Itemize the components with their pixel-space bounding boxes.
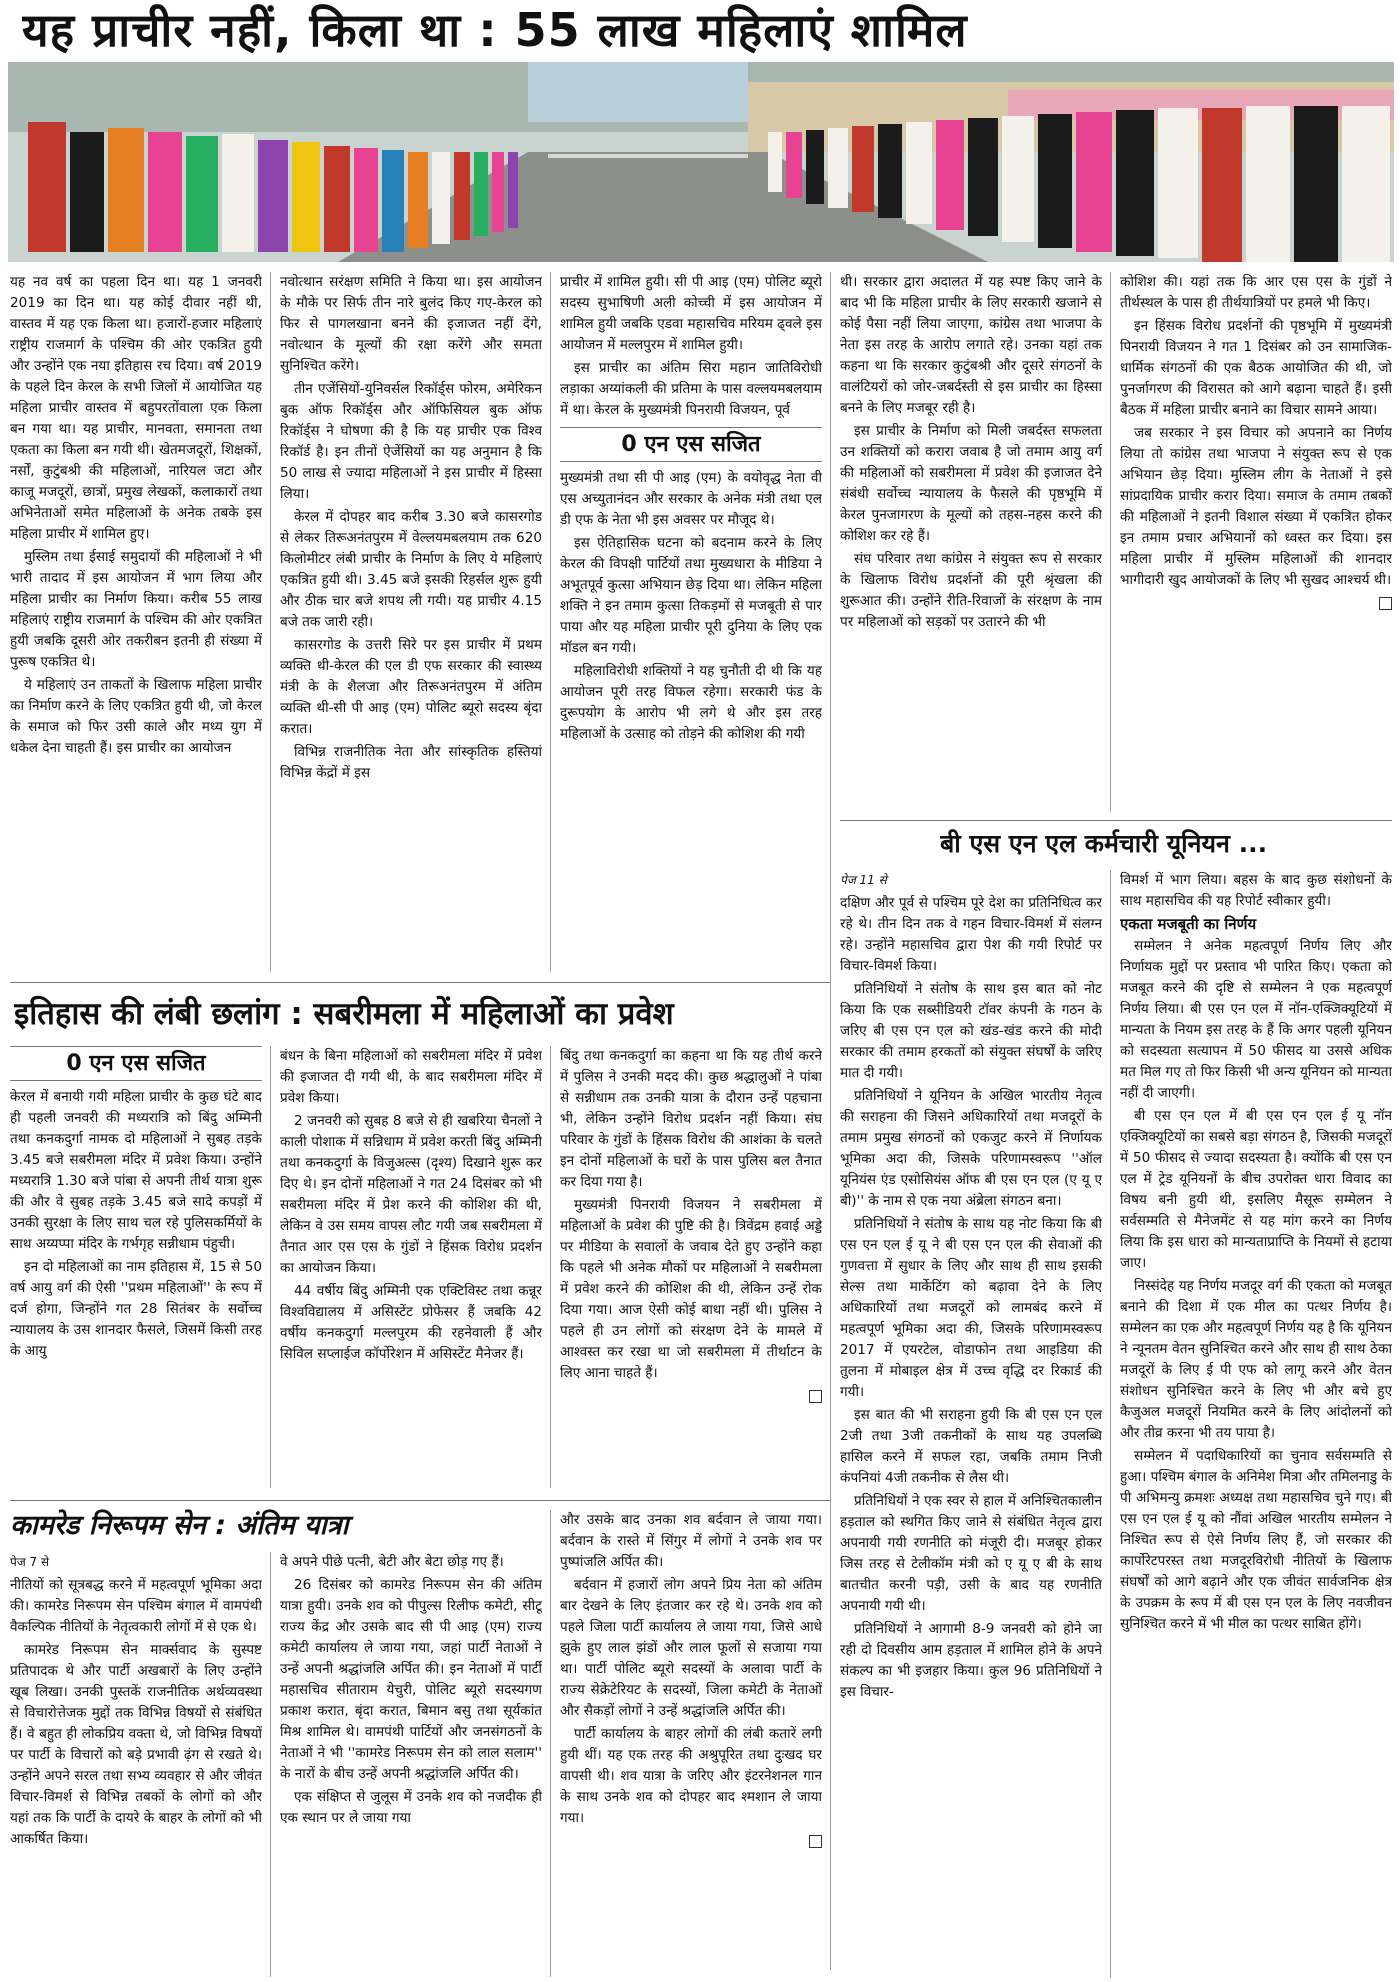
story2-para-4: 2 जनवरी को सुबह 8 बजे से ही खबरिया चैनलों ने काली पोशाक में सन्निधाम में प्रवेश करती बिंदु अम्मिनी तथा कनकदुर्गा के विजुअल्स (दृश्य) दिखाने शुरू कर दिए थे। इन दोनों महिलाओं ने गत 24 दिसंबर को भी सबरीमला मंदिर में प्रेश करने की कोशिश की थी, लेकिन वे उस समय वापस लौट गयी जब सबरीमला में तैनात आर एस एस के गुंडों ने हिंसक विरोध प्रदर्शन का आयोजन किया। <box>280 1113 542 1276</box>
story1-para-19: जब सरकार ने इस विचार को अपनाने का निर्णय लिया तो कांग्रेस तथा भाजपा ने संयुक्त रूप से एक अभियान छेड़ दिया। मुस्लिम लीग के नेताओं ने इसे सांप्रदायिक प्राचीर करार दिया। समाज के तमाम तबकों की महिलाओं ने इतनी विशाल संख्या में एकत्रित होकर इन तमाम प्रचार अभियानों को ध्वस्त कर दिया। इस महिला प्राचीर में मुस्लिम महिलाओं की शानदार भागीदारी खुद आयोजकों के लिए भी सुखद आश्चर्य थी। <box>1120 425 1392 588</box>
story4-para-9: सम्मेलन ने अनेक महत्वपूर्ण निर्णय लिए और निर्णायक मुद्दों पर प्रस्ताव भी पारित किए। एकता को मजबूत करने की दृष्टि से सम्मेलन ने एक महत्वपूर्ण निर्णय लिया। बी एस एन एल में नॉन-एक्जिक्यूटियों में मान्यता के नियम इस तरह के हैं कि अगर पहली यूनियन को सदस्यता सत्यापन में 50 फीसद या उससे अधिक मत मिल गए तो फिर किसी भी अन्य यूनियन को मान्यता नहीं दी जाएगी। <box>1120 938 1392 1101</box>
story1-para-11: मुख्यमंत्री तथा सी पी आइ (एम) के वयोवृद्ध नेता वी एस अच्युतानंदन और सरकार के अनेक मंत्री तथा एल डी एफ के नेता भी इस अवसर पर मौजूद थे। <box>560 470 822 528</box>
story3-para-3: वे अपने पीछे पत्नी, बेटी और बेटा छोड़ गए हैं। <box>280 1554 504 1570</box>
story1-para-16: संघ परिवार तथा कांग्रेस ने संयुक्त रूप से सरकार के खिलाफ विरोध प्रदर्शनों की पूरी श्रृंखला की शुरूआत की। उन्होंने रीति-रिवाजों के संरक्षण के नाम पर महिलाओं को सड़कों पर उतारने की भी <box>840 551 1102 630</box>
story-end-marker <box>809 1835 822 1848</box>
story1-column-3 <box>560 272 822 972</box>
story3-continued: पेज 7 से <box>10 1555 50 1569</box>
story4-subheading: एकता मजबूती का निर्णय <box>1120 915 1257 933</box>
story1-para-10: इस प्राचीर का अंतिम सिरा महान जातिविरोधी लड़ाका अय्यांकली की प्रतिमा के पास वल्लयमबलयाम में था। केरल के मुख्यमंत्री पिनरायी विजयन, पूर्व <box>560 360 822 418</box>
story4-para-4: प्रतिनिधियों ने संतोष के साथ यह नोट किया कि बी एस एन एल ई यू ने बी एस एन एल की सेवाओं की गुणवत्ता में सुधार के लिए और साथ ही साथ इसकी सेल्स तथा मार्केटिंग को बढ़ावा देने के लिए अधिकारियों तथा मजदूरों को लामबंद करने में महत्वपूर्ण भूमिका अदा की, जिसके परिणामस्वरूप 2017 में एयरटेल, वोडाफोन तथा आइडिया की तुलना में मोबाइल क्षेत्र में उच्च वृद्धि दर रिकार्ड की गयी। <box>840 1216 1102 1400</box>
story3-para-4: 26 दिसंबर को कामरेड निरूपम सेन की अंतिम यात्रा हुयी। उनके शव को पीपुल्स रिलीफ कमेटी, सीटू राज्य केंद्र और उसके बाद सी पी आइ (एम) राज्य कमेटी कार्यालय ले जाया गया, जहां पार्टी नेताओं ने उन्हें अपनी श्रद्धांजलि अर्पित की। इन नेताओं में पार्टी महासचिव सीताराम येचुरी, पोलिट ब्यूरो सदस्यगण प्रकाश करात, बृंदा करात, बिमान बसु तथा सूर्यकांत मिश्र शामिल थे। वामपंथी पार्टियों और जनसंगठनों के नेताओं ने भी ''कामरेड निरूपम सेन को लाल सलाम'' के नारों के बीच उन्हें अपनी श्रद्धांजलि अर्पित की। <box>280 1577 542 1782</box>
story1-para-5: तीन एजेंसियों-युनिवर्सल रिकॉर्ड्स फोरम, अमेरिकन बुक ऑफ रिकॉर्ड्स और ऑफिसियल बुक ऑफ रिकॉर्ड्स ने घोषणा की है कि यह प्राचीर एक विश्व रिकॉर्ड है। इन तीनों ऐजेंसियों का यह अनुमान है कि 50 लाख से ज्यादा महिलाओं ने इस प्राचीर में हिस्सा लिया। <box>280 381 542 502</box>
story3-para-6: और उसके बाद उनका शव बर्दवान ले जाया गया। बर्दवान के रास्ते में सिंगुर में लोगों ने उनके शव पर पुष्पांजलि अर्पित की। <box>560 1512 822 1570</box>
women-wall-photo-illustration <box>8 62 1394 262</box>
story1-para-2: मुस्लिम तथा ईसाई समुदायों की महिलाओं ने भी भारी तादाद में इस आयोजन में भाग लिया और महिला प्राचीर का निर्माण किया। करीब 55 लाख महिलाएं राष्ट्रीय राजमार्ग के पश्चिम की ओर एकत्रित हुयी जबकि दूसरी ओर तकरीबन इतनी ही संख्या में पुरूष एकत्रित थे। <box>10 549 262 670</box>
story3-column-2 <box>280 1552 542 1977</box>
story2-para-1: केरल में बनायी गयी महिला प्राचीर के कुछ घंटे बाद ही पहली जनवरी की मध्यरात्रि को बिंदु अम्मिनी तथा कनकदुर्गा नामक दो महिलाओं ने सुबह तड़के 3.45 बजे सबरीमला मंदिर में प्रवेश किया। उन्होंने मध्यरात्रि 1.30 बजे पांबा से अपनी तीर्थ यात्रा शुरू की और वे सुबह तड़के 3.45 बजे सादे कपड़ों में उनकी सुरक्षा के लिए साथ चल रहे पुलिसकर्मियों के साथ अय्यप्पा मंदिर के गर्भगृह सन्नीधाम पंहुची। <box>10 1089 262 1252</box>
story1-byline: 0 एन एस सजित <box>621 432 761 457</box>
story2-column-1 <box>10 1046 262 1488</box>
story1-para-9: प्राचीर में शामिल हुयी। सी पी आइ (एम) पोलिट ब्यूरो सदस्य सुभाषिणी अली कोच्ची में इस आयोजन में शामिल हुयी जबकि एडवा महासचिव मरियम ढ्वले इस आयोजन में मल्लपुरम में शामिल हुयी। <box>560 274 822 353</box>
story4-para-2: प्रतिनिधियों ने संतोष के साथ इस बात को नोट किया कि एक सब्सीडियरी टॉवर कंपनी के गठन के जरिए बी एस एन एल को खंड-खंड करने की मोदी सरकार की तमाम हरकतों को संयुक्त संघर्षों के जरिए मात दी गयी। <box>840 981 1102 1081</box>
story-end-marker <box>1379 597 1392 610</box>
story4-para-5: इस बात की भी सराहना हुयी कि बी एस एन एल 2जी तथा 3जी तकनीकों के साथ यह उपलब्धि हासिल करने में सफल रहा, जबकि तमाम निजी कंपनियां 4जी तकनीक से लैस थी। <box>840 1407 1102 1486</box>
story1-para-8: विभिन्न राजनीतिक नेता और सांस्कृतिक हस्तियां विभिन्न केंद्रों में इस <box>280 744 542 781</box>
story1-para-18: इन हिंसक विरोध प्रदर्शनों की पृष्ठभूमि में मुख्यमंत्री पिनरायी विजयन ने गत 1 दिसंबर को उन सामाजिक-धार्मिक संगठनों की एक बैठक आयोजित की थी, जो पुनर्जागरण की विरासत को आगे बढ़ाना चाहते हैं। इसी बैठक में महिला प्राचीर बनाने का विचार सामने आया। <box>1120 318 1392 418</box>
story1-column-2 <box>280 272 542 972</box>
story4-continued: पेज 11 से <box>840 873 887 887</box>
headline-women-wall: यह प्राचीर नहीं, किला था : 55 लाख महिलाएं शामिल <box>22 3 968 57</box>
story4-para-12: सम्मेलन में पदाधिकारियों का चुनाव सर्वसम्मति से हुआ। पश्चिम बंगाल के अनिमेश मित्रा और तमिलनाडु के पी अभिमन्यु क्रमशः अध्यक्ष तथा महासचिव चुने गए। बी एस एन एल ई यू को नौंवां अखिल भारतीय सम्मेलन ने निश्चित रूप से ऐसे निर्णय लिए हैं, जो सरकार की कार्पोरेटपरस्त तथा मजदूरविरोधी नीतियों के खिलाफ संघर्षों को आगे बढ़ाने और एक जीवंत सार्वजनिक क्षेत्र के उपक्रम के रूप में बी एस एन एल के लिए नवजीवन सुनिश्चित करने में भी मील का पत्थर साबित होंगे। <box>1120 1448 1392 1632</box>
story4-para-3: प्रतिनिधियों ने यूनियन के अखिल भारतीय नेतृत्व की सराहना की जिसने अधिकारियों तथा मजदूरों के तमाम प्रमुख संगठनों को एकजुट करने में निर्णायक भूमिका अदा की, जिसके परिणामस्वरूप ''ऑल यूनियंस एंड एसोसियंस ऑफ बी एस एन एल (ए यू ए बी)'' के नाम से एक नया अंब्रेला संगठन बना। <box>840 1088 1102 1209</box>
story2-byline: 0 एन एस सजित <box>66 1051 206 1076</box>
story3-para-5: एक संक्षिप्त से जुलूस में उनके शव को नजदीक ही एक स्थान पर ले जाया गया <box>280 1789 542 1826</box>
story4-column-1 <box>840 870 1102 1978</box>
story2-column-2 <box>280 1046 542 1488</box>
story1-para-15: इस प्राचीर के निर्माण को मिली जबर्दस्त सफलता उन शक्तियों को करारा जवाब है जो तमाम आयु वर्ग की महिलाओं को सबरीमला में प्रवेश की इजाजत देने संबंधी सर्वोच्च न्यायालय के फैसले की पृष्ठभूमि में केरल पुनजागरण के मूल्यों को तहस-नहस करने की कोशिश कर रहे हैं। <box>840 423 1102 544</box>
story1-column-5 <box>1120 272 1392 812</box>
story1-para-4: नवोत्थान सरंक्षण समिति ने किया था। इस आयोजन के मौके पर सिर्फ तीन नारे बुलंद किए गए-केरल को फिर से पागलखाना बनने की इजाजत नहीं देंगे, नवोत्थान के मूल्यों की रक्षा करेंगे और समता सुनिश्चित करेंगे। <box>280 274 542 374</box>
story2-para-5: 44 वर्षीय बिंदु अम्मिनी एक एक्टिविस्ट तथा कन्नूर विश्वविद्यालय में असिस्टेंट प्रोफेसर हैं जबकि 42 वर्षीय कनकदुर्गा मल्लपुरम की रहनेवाली हैं और सिविल सप्लाईज कॉर्पोरेशन में असिस्टेंट मैनेजर हैं। <box>280 1283 542 1362</box>
story4-para-10: बी एस एन एल में बी एस एन एल ई यू नॉन एक्जिक्यूटियों का सबसे बड़ा संगठन है, जिसकी मजदूरों में 50 फीसद से ज्यादा सदस्यता है। क्योंकि बी एस एन एल में ट्रेड यूनियनों के बीच उपरोक्त धारा विवाद का विषय बनी हुयी थी, इसलिए मैसूरू सम्मेलन ने सर्वसम्मति से मैनेजमेंट से यह मांग करने का निर्णय लिया कि इस धारा को मान्यताप्राप्ति के नियमों से हटाया जाए। <box>1120 1108 1392 1271</box>
story1-para-7: कासरगोड के उत्तरी सिरे पर इस प्राचीर में प्रथम व्यक्ति थी-केरल की एल डी एफ सरकार की स्वास्थ्य मंत्री के के शैलजा और तिरूअनंतपुरम में अंतिम व्यक्ति थी-सी पी आइ (एम) पोलिट ब्यूरो सदस्य बृंदा करात। <box>280 637 542 737</box>
story4-column-2 <box>1120 870 1392 1978</box>
story3-column-1 <box>10 1552 262 1977</box>
story2-column-3 <box>560 1046 822 1488</box>
story1-para-14: थी। सरकार द्वारा अदालत में यह स्पष्ट किए जाने के बाद भी कि महिला प्राचीर के लिए सरकारी खजाने से कोई पैसा नहीं लिया जाएगा, कांग्रेस तथा भाजपा के नेता इस तरह के आरोप लगाते रहे। उनका यहां तक कहना था कि सरकार कुटुंबश्री और दूसरे संगठनों के वालंटियरों को जोर-जबर्दस्ती से इस प्राचीर का हिस्सा बनने के लिए मजबूर रही है। <box>840 274 1102 416</box>
story4-para-7: प्रतिनिधियों ने आगामी 8-9 जनवरी को होने जा रही दो दिवसीय आम हड़ताल में शामिल होने के अपने संकल्प का भी इजहार किया। कुल 96 प्रतिनिधियों ने इस विचार- <box>840 1621 1102 1700</box>
story2-para-6: बिंदु तथा कनकदुर्गा का कहना था कि यह तीर्थ करने में पुलिस ने उनकी मदद की। कुछ श्रद्धालुओं ने पांबा से सन्नीधाम तक उनकी यात्रा के दौरान उन्हें पहचाना भी, लेकिन उन्होंने विरोध प्रदर्शन नहीं किया। संघ परिवार के गुंडों के हिंसक विरोध की आशंका के चलते इन दोनों महिलाओं के घरों के पास पुलिस बल तैनात कर दिया गया है। <box>560 1048 822 1190</box>
story3-para-7: बर्दवान में हजारों लोग अपने प्रिय नेता को अंतिम बार देखने के लिए इंतजार कर रहे थे। उनके शव को पहले जिला पार्टी कार्यालय ले जाया गया, जिसे आधे झुके हुए लाल झंडों और लाल फूलों से सजाया गया था। पार्टी पोलिट ब्यूरो सदस्यों के अलावा पार्टी के राज्य सेक्रेटेरियट के सदस्यों, जिला कमेटी के नेताओं और सैकड़ों लोगों ने उन्हें श्रद्धांजलि अर्पित की। <box>560 1577 822 1719</box>
headline-bsnl-union: बी एस एन एल कर्मचारी यूनियन ... <box>940 829 1268 858</box>
story1-column-1 <box>10 272 262 972</box>
headline-nirupam-sen: कामरेड निरूपम सेन : अंतिम यात्रा <box>10 1510 349 1541</box>
story1-para-13: महिलाविरोधी शक्तियों ने यह चुनौती दी थी कि यह आयोजन पूरी तरह विफल रहेगा। सरकारी फंड के दुरूपयोग के आरोप भी लगे थे और इस तरह महिलाओं के उत्साह को तोड़ने की कोशिश की गयी <box>560 663 822 742</box>
story1-column-4 <box>840 272 1102 812</box>
story1-para-17: कोशिश की। यहां तक कि आर एस एस के गुंडों ने तीर्थस्थल के पास ही तीर्थयात्रियों पर हमले भी किए। <box>1120 274 1392 311</box>
story1-para-1: यह नव वर्ष का पहला दिन था। यह 1 जनवरी 2019 का दिन था। यह कोई दीवार नहीं थी, वास्तव में यह एक किला था। हजारों-हजार महिलाएं राष्ट्रीय राजमार्ग के पश्चिम की ओर एकत्रित हुयी और उन्होंने एक नया इतिहास रच दिया। वर्ष 2019 के पहले दिन केरल के सभी जिलों में आयोजित यह महिला प्राचीर वास्तव में बहुपरतोंवाला एक किला बन गया था। यह प्राचीर, मानवता, समानता तथा एकता का किला बन गयी थी। खेतमजदूरों, शिक्षकों, नर्सों, कुटुंबश्री की महिलाओं, नारियल जटा और काजू मजदूरों, छात्रों, प्रमुख लेखकों, कलाकारों तथा अभिनेताओं समेत महिलाओं के अनेक तबके इस महिला प्राचीर में शामिल हुए। <box>10 274 262 542</box>
story3-para-1: नीतियों को सूत्रबद्ध करने में महत्वपूर्ण भूमिका अदा की। कामरेड निरूपम सेन पश्चिम बंगाल में वामपंथी वैकल्पिक नीतियों के नेतृत्वकारी लोगों में से एक थे। <box>10 1577 262 1635</box>
story3-para-8: पार्टी कार्यालय के बाहर लोगों की लंबी कतारें लगी हुयी थीं। यह एक तरह की अश्रुपूरित तथा दुःखद घर वापसी थी। शव यात्रा के जरिए और इंटरनेशनल गान के साथ उनके शव को दोपहर बाद श्मशान ले जाया गया। <box>560 1726 822 1826</box>
story1-para-3: ये महिलाएं उन ताकतों के खिलाफ महिला प्राचीर का निर्माण करने के लिए एकत्रित हुयी थी, जो केरल के समाज को फिर उसी काले और मध्य युग में धकेल देना चाहती हैं। इस प्राचीर का आयोजन <box>10 677 262 756</box>
story4-para-6: प्रतिनिधियों ने एक स्वर से हाल में अनिश्चितकालीन हड़ताल को स्थगित किए जाने से संबंधित नेतृत्व द्वारा अपनायी गयी रणनीति को मंजूरी दी। मजबूर होकर जिस तरह से टेलीकॉम मंत्री को ए यू ए बी के साथ बातचीत करनी पड़ी, उसी के बाद यह रणनीति अपनायी गयी थी। <box>840 1493 1102 1614</box>
headline-sabarimala: इतिहास की लंबी छलांग : सबरीमला में महिलाओं का प्रवेश <box>14 996 674 1032</box>
story-end-marker <box>809 1390 822 1403</box>
story1-para-6: केरल में दोपहर बाद करीब 3.30 बजे कासरगोड से लेकर तिरूअनंतपुरम में वेल्लयमबलयाम तक 620 किलोमीटर लंबी प्राचीर के निर्माण के लिए ये महिलाएं एकत्रित हुयी थी। 3.45 बजे इसकी रिहर्सल शुरू हुयी और ठीक चार बजे शपथ ली गयी। यह प्राचीर 4.15 बजे तक जारी रही। <box>280 509 542 630</box>
story3-para-2: कामरेड निरूपम सेन मार्क्सवाद के सुस्पष्ट प्रतिपादक थे और पार्टी अखबारों के लिए उन्होंने खूब लिखा। उनकी पुस्तकें राजनीतिक अर्थव्यवस्था से विचारोत्तेजक मुद्दों तक विभिन्न विषयों से संबंधित हैं। वे बहुत ही लोकप्रिय वक्ता थे, जो विभिन्न विषयों पर पार्टी के विचारों को बड़े प्रभावी ढ़ंग से रखते थे। उन्होंने अपने सरल तथा सभ्य व्यवहार से और जीवंत विचार-विमर्श से विभिन्न तबकों के लोगों को और यहां तक कि पार्टी के दायरे के बाहर के लोगों को भी आकर्षित किया। <box>10 1642 262 1847</box>
story4-para-11: निस्संदेह यह निर्णय मजदूर वर्ग की एकता को मजबूत बनाने की दिशा में एक मील का पत्थर निर्णय है। सम्मेलन का एक और महत्वपूर्ण निर्णय यह है कि यूनियन ने न्यूनतम वेतन सुनिश्चित करने और साथ ही साथ ठेका मजदूरों के लिए ई पी एफ को लागू करने और वेतन संशोधन सुनिश्चित करने के लिए भी और बचे हुए कैजुअल मजदूरों नियमित करने के लिए आंदोलनों को और तीव्र करना भी तय पाया है। <box>1120 1278 1392 1441</box>
story3-column-3 <box>560 1510 822 1977</box>
story2-para-3: बंधन के बिना महिलाओं को सबरीमला मंदिर में प्रवेश की इजाजत दी गयी थी, के बाद सबरीमला मंदिर में प्रवेश किया। <box>280 1048 542 1106</box>
story2-para-2: इन दो महिलाओं का नाम इतिहास में, 15 से 50 वर्ष आयु वर्ग की ऐसी ''प्रथम महिलाओं'' के रूप में दर्ज होगा, जिन्होंने गत 28 सितंबर के सर्वोच्च न्यायालय के उस शानदार फैसले, जिसमें किसी तरह के आयु <box>10 1259 262 1359</box>
story4-para-1: दक्षिण और पूर्व से पश्चिम पूरे देश का प्रतिनिधित्व कर रहे थे। तीन दिन तक वे गहन विचार-विमर्श में संलग्न रहे। उन्होंने महासचिव द्वारा पेश की गयी रिपोर्ट पर विचार-विमर्श किया। <box>840 895 1102 974</box>
women-wall-photo <box>8 62 1394 262</box>
story4-para-8: विमर्श में भाग लिया। बहस के बाद कुछ संशोधनों के साथ महासचिव की यह रिपोर्ट स्वीकार हुयी। <box>1120 872 1392 909</box>
story2-para-7: मुख्यमंत्री पिनरायी विजयन ने सबरीमला में महिलाओं के प्रवेश की पुष्टि की है। त्रिवेंद्रम हवाई अड्डे पर मीडिया के सवालों के जवाब देते हुए उन्होंने कहा कि पहले भी अनेक मौकों पर महिलाओं ने सबरीमला में प्रवेश करने की कोशिश की थी, लेकिन उन्हें रोक दिया गया। आज ऐसी कोई बाधा नहीं थी। पुलिस ने पहले ही उन लोगों को संरक्षण देने के मामले में आश्वस्त कर रखा था जो सबरीमला में तीर्थाटन के लिए आना चाहते हैं। <box>560 1197 822 1381</box>
story1-para-12: इस ऐतिहासिक घटना को बदनाम करने के लिए केरल की विपक्षी पार्टियों तथा मुख्यधारा के मीडिया ने अभूतपूर्व कुत्सा अभियान छेड़ दिया था। लेकिन महिला शक्ति ने इन तमाम कुत्सा तिकड़मों से मजबूती से पार पाया और यह महिला प्राचीर पूरी दुनिया के लिए एक मॉडल बन गयी। <box>560 535 822 656</box>
